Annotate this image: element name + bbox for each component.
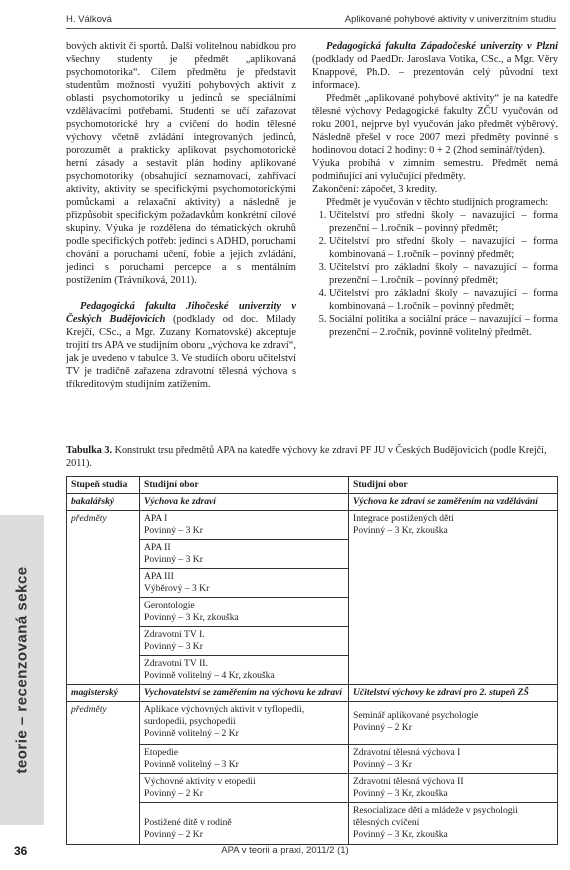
course-name: Postižené dítě v rodině [144, 817, 232, 828]
study-field: Učitelství výchovy ke zdraví pro 2. stupeň ZŠ [349, 685, 558, 702]
course-credits: Výběrový – 3 Kr [144, 583, 210, 594]
course-credits: Povinný – 3 Kr [144, 641, 203, 652]
course-list-cell [140, 511, 349, 685]
course-cell [140, 744, 348, 773]
course-name: Výchovné aktivity v etopedii [144, 776, 256, 787]
section-side-tab [0, 515, 44, 825]
list-item: 4. Učitelství pro základní školy – navazující – forma kombinovaná – 1.ročník – povinný předmět; [329, 287, 558, 313]
list-item: 2. Učitelství pro střední školy – navazující – forma kombinovaná – 1.ročník – povinný předmět; [329, 235, 558, 261]
course-cell [349, 773, 557, 802]
course-credits: Povinně volitelný – 3 Kr [144, 759, 239, 770]
right-paragraph-2: Předmět „aplikované pohybové aktivity“ je na katedře tělesné výchovy Pedagogické fakulty ZČU vyučován od roku 2001, nejprve byl vyučován jako předmět výběrový. Následně přešel v roce 2007 mezi předměty povinné s hodinovou dotací 2 hodiny: 0 + 2 (2hod seminář/týden). [312, 93, 558, 156]
table-caption-text: Konstrukt trsu předmětů APA na katedře výchovy ke zdraví PF JU v Českých Budějovicích (podle Krejčí, 2011). [66, 445, 547, 469]
column-header: Studijní obor [349, 477, 558, 494]
course-cell [140, 568, 348, 597]
course-cell [349, 511, 557, 539]
row-label: předměty [67, 511, 140, 685]
list-item: 3. Učitelství pro základní školy – navazující – forma prezenční – 1.ročník – povinný předmět; [329, 261, 558, 287]
course-cell [140, 773, 348, 802]
course-cell [349, 744, 557, 773]
table-header-row [67, 477, 558, 494]
apa-course-table [66, 476, 558, 845]
column-header: Studijní obor [140, 477, 349, 494]
course-credits: Povinný – 2 Kr [353, 722, 412, 733]
course-list-cell [140, 702, 349, 845]
faculty-heading-jcu: Pedagogická fakulta Jihočeské univerzity v Českých Budějovicích [66, 301, 296, 325]
left-paragraph-2 [66, 300, 296, 391]
course-list-cell [349, 511, 558, 685]
right-paragraph-1-text: (podklady od PaedDr. Jaroslava Votika, CSc., a Mgr. Věry Knappové, Ph.D. – prezentován celý původní text informace). [312, 54, 558, 91]
study-level: bakalářský [67, 494, 140, 511]
course-credits: Povinný – 3 Kr, zkouška [353, 525, 448, 536]
course-cell [140, 539, 348, 568]
course-name: Aplikace výchovných aktivit v tyflopedii, surdopedii, psychopedii [144, 704, 305, 727]
left-paragraph-1: bových aktivit či sportů. Další volitelnou nabídkou pro všechny studenty je předmět „aplikovaná psychomotorika“. Cílem předmětu je představit studentům možnosti využití pohybových aktivit z oblasti psychomotoriky u jedinců se speciálními vzdělávacími potřebami. Studenti se učí zařazovat psychomotorické hry a cvičení do hodin tělesné výchovy včetně zvládání integrovaných jedinců, porozumět a prakticky aplikovat psychomotorické herní zásady a sestavit plán hodiny aplikované psychomotoriky (obsahující seznamovací, zahřívací aktivity, aktivity se specifickými psychomotorickými pomůckami a relaxační aktivity) a následně je přizpůsobit specifickým požadavkům konkrétní cílové skupiny. Výuka je rozdělena do tématických okruhů podle specifických potřeb: jedinci s ADHD, poruchami chování a poruchami učení, fobie a jejich zvládání, jedinci s poruchami percepce a s mentálním postižením (Trávníková, 2011). [66, 41, 296, 286]
course-name: APA I [144, 513, 168, 524]
course-cell [349, 802, 557, 843]
course-cell [140, 655, 348, 684]
course-credits: Povinný – 3 Kr [144, 525, 203, 536]
course-name: Zdravotní tělesná výchova II [353, 776, 464, 787]
course-name: Integrace postižených dětí [353, 513, 454, 524]
course-credits: Povinný – 2 Kr [144, 829, 203, 840]
course-credits: Povinný – 3 Kr [353, 759, 412, 770]
course-cell [140, 702, 348, 744]
table-caption-label: Tabulka 3. [66, 445, 113, 456]
course-cell [140, 626, 348, 655]
course-list-cell [349, 702, 558, 845]
right-paragraph-4: Zakončení: zápočet, 3 kredity. [312, 184, 438, 195]
table-section-row-master [67, 685, 558, 702]
table-caption [66, 444, 558, 470]
study-level: magisterský [67, 685, 140, 702]
study-field: Výchova ke zdraví [140, 494, 349, 511]
course-name: Zdravotní tělesná výchova I [353, 747, 461, 758]
list-item: 1. Učitelství pro střední školy – navazující – forma prezenční – 1.ročník – povinný předmět; [329, 209, 558, 235]
right-paragraph-1 [312, 40, 558, 92]
footer-journal: APA v teorii a praxi, 2011/2 (1) [221, 845, 349, 856]
column-header: Stupeň studia [67, 477, 140, 494]
header-author: H. Válková [66, 14, 112, 25]
list-item: 5. Sociální politika a sociální práce – navazující – forma prezenční – 2.ročník, povinně volitelný předmět. [329, 313, 558, 339]
course-name: APA II [144, 542, 171, 553]
table-row [67, 702, 558, 845]
course-name: Seminář aplikované psychologie [353, 710, 479, 721]
program-list [312, 209, 558, 339]
course-name: Resocializace dětí a mládeže v psychologii tělesných cvičení [353, 805, 518, 828]
table-section-row-bachelor [67, 494, 558, 511]
course-credits: Povinný – 3 Kr, zkouška [353, 829, 448, 840]
right-column [312, 40, 558, 339]
course-cell [140, 802, 348, 844]
course-credits: Povinný – 3 Kr [144, 554, 203, 565]
page-number: 36 [14, 844, 28, 858]
course-credits: Povinný – 3 Kr, zkouška [353, 788, 448, 799]
course-cell [140, 511, 348, 539]
faculty-heading-zcu: Pedagogická fakulta Západočeské univerzity v Plzni [326, 41, 558, 52]
left-paragraph-2-text: (podklady od doc. Milady Krejčí, CSc., a Mgr. Zuzany Kornatovské) akceptuje trojití trs APA ve studijním oboru „výchova ke zdraví“, jak je uvedeno v tabulce 3. Ve studiích oboru učitelství TV je tradičně zařazena zdravotní tělesná výchova s tříkreditovým studijním zatížením. [66, 314, 296, 390]
course-name: APA III [144, 571, 174, 582]
course-credits: Povinný – 3 Kr, zkouška [144, 612, 239, 623]
left-column [66, 40, 296, 391]
course-cell [140, 597, 348, 626]
course-name: Zdravotní TV I. [144, 629, 205, 640]
row-label: předměty [67, 702, 140, 845]
course-credits: Povinně volitelný – 2 Kr [144, 728, 239, 739]
table-row [67, 511, 558, 685]
course-name: Etopedie [144, 747, 179, 758]
right-paragraph-5: Předmět je vyučován v těchto studijních programech: [326, 197, 549, 208]
study-field: Vychovatelství se zaměřením na výchovu ke zdraví [140, 685, 349, 702]
course-name: Gerontologie [144, 600, 195, 611]
section-side-label: teorie – recenzovaná sekce [13, 566, 31, 774]
course-credits: Povinný – 2 Kr [144, 788, 203, 799]
course-credits: Povinně volitelný – 4 Kr, zkouška [144, 670, 275, 681]
header-journal-title: Aplikované pohybové aktivity v univerzitním studiu [344, 14, 556, 25]
right-paragraph-3: Výuka probíhá v zimním semestru. Předmět nemá podmiňující ani vylučující předměty. [312, 158, 558, 182]
running-header [66, 12, 556, 29]
course-cell [349, 702, 557, 744]
course-name: Zdravotní TV II. [144, 658, 208, 669]
study-field: Výchova ke zdraví se zaměřením na vzdělávání [349, 494, 558, 511]
